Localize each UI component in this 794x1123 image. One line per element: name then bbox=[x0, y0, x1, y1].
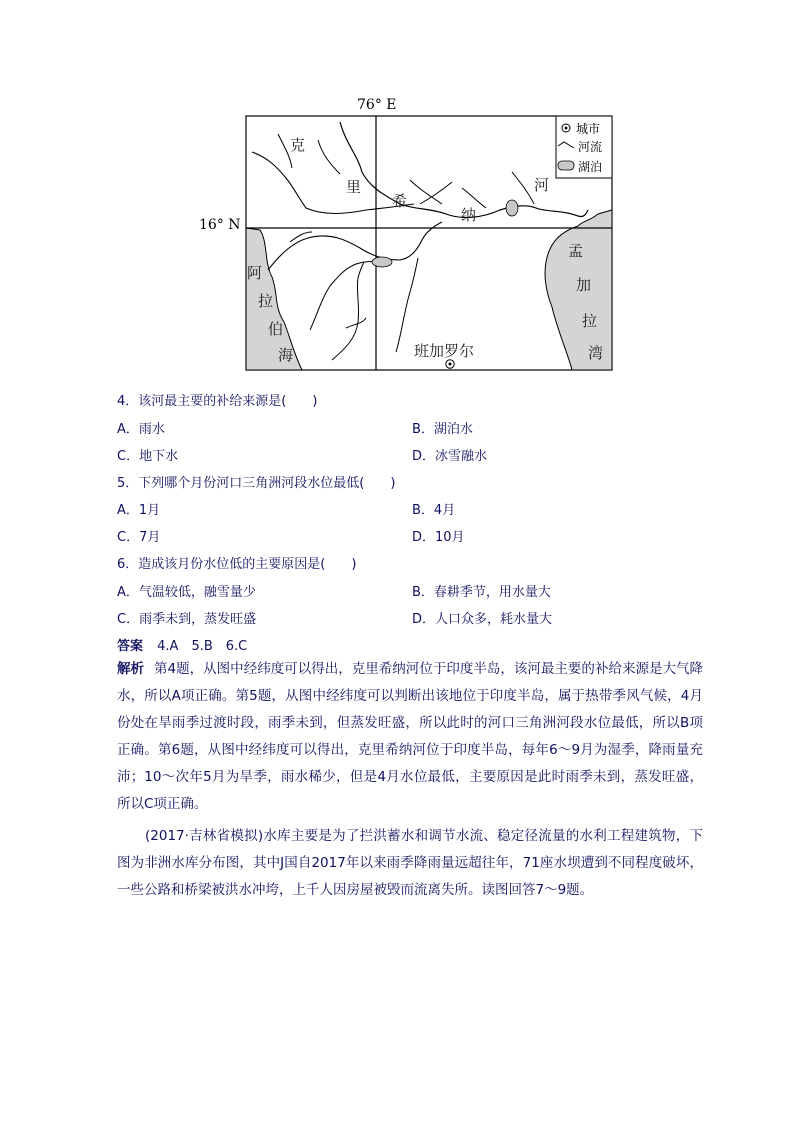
next-section-intro: (2017·吉林省模拟)水库主要是为了拦洪蓄水和调节水流、稳定径流量的水利工程建筑物，下图为非洲水库分布图，其中J国自2017年以来雨季降雨量远超往年，71座水坝遭到不同程度破坏，一些公路和桥梁被洪水冲垮，上千人因房屋被毁而流离失所。读图回答7～9题。 bbox=[117, 828, 703, 898]
lake-2 bbox=[372, 257, 392, 267]
question-4-option-d: D．冰雪融水 bbox=[412, 449, 488, 464]
arabian-sea-char-3: 伯 bbox=[268, 320, 284, 338]
map-svg bbox=[190, 92, 620, 377]
south-tributary-2 bbox=[310, 262, 386, 331]
north-tributary-3 bbox=[318, 140, 340, 174]
south-tributary-1 bbox=[268, 222, 442, 270]
question-6-option-d: D．人口众多，耗水量大 bbox=[412, 612, 553, 627]
lake-1 bbox=[506, 200, 518, 216]
analysis-paragraph bbox=[117, 656, 703, 818]
north-tributary-7 bbox=[420, 182, 452, 204]
arabian-sea-char-1: 阿 bbox=[247, 264, 263, 282]
question-5-option-d: D．10月 bbox=[412, 530, 465, 545]
legend-lake-label: 湖泊 bbox=[578, 160, 603, 174]
answer-text: 4.A 5.B 6.C bbox=[157, 639, 248, 654]
river-char-3: 希 bbox=[392, 192, 408, 210]
arabian-sea-char-2: 拉 bbox=[258, 292, 274, 310]
river-char-4: 纳 bbox=[461, 206, 477, 224]
answer-label: 答案 bbox=[117, 639, 144, 654]
analysis-text: 第4题，从图中经纬度可以得出，克里希纳河位于印度半岛，该河最主要的补给来源是大气降水，所以A项正确。第5题，从图中经纬度可以判断出该地位于印度半岛，属于热带季风气候，4月份处在旱雨季过渡时段，雨季未到，但蒸发旺盛，所以此时的河口三角洲河段水位最低，所以B项正确。第6题，从图中经纬度可以得出，克里希纳河位于印度半岛，每年6～9月为湿季，降雨量充沛；10～次年5月为旱季，雨水稀少，但是4月水位最低，主要原因是此时雨季未到，蒸发旺盛，所以C项正确。 bbox=[117, 661, 704, 812]
question-4-option-c: C．地下水 bbox=[117, 449, 179, 464]
river-char-2: 里 bbox=[346, 178, 362, 196]
north-tributary-6 bbox=[512, 172, 534, 204]
latitude-label: 16° N bbox=[199, 217, 241, 233]
city-label: 班加罗尔 bbox=[414, 342, 475, 360]
arabian-sea-char-4: 海 bbox=[278, 346, 294, 364]
question-6-stem: 6．造成该月份水位低的主要原因是( ) bbox=[117, 557, 357, 572]
question-6-option-a: A．气温较低，融雪量少 bbox=[117, 585, 256, 600]
question-5-option-b: B．4月 bbox=[412, 503, 456, 518]
north-tributary-1 bbox=[252, 152, 414, 214]
question-4-stem: 4．该河最主要的补给来源是( ) bbox=[117, 394, 318, 409]
question-5-option-a: A．1月 bbox=[117, 503, 161, 518]
south-tributary-4 bbox=[396, 258, 418, 352]
south-tributary-5 bbox=[346, 318, 366, 328]
answer-line bbox=[117, 635, 247, 654]
question-5-stem: 5．下列哪个月份河口三角洲河段水位最低( ) bbox=[117, 476, 396, 491]
bay-bengal-char-1: 孟 bbox=[568, 242, 584, 260]
question-6-option-b: B．春耕季节，用水量大 bbox=[412, 585, 551, 600]
bay-bengal-char-3: 拉 bbox=[582, 312, 598, 330]
longitude-label: 76° E bbox=[357, 97, 397, 113]
bay-bengal-char-4: 湾 bbox=[588, 344, 604, 362]
arabian-sea bbox=[246, 228, 302, 370]
legend-lake-icon bbox=[558, 161, 574, 170]
river-char-1: 克 bbox=[290, 136, 306, 154]
map-figure bbox=[190, 92, 620, 377]
river-char-5: 河 bbox=[534, 176, 550, 194]
analysis-label: 解析 bbox=[117, 661, 145, 677]
question-6-option-c: C．雨季未到，蒸发旺盛 bbox=[117, 612, 257, 627]
question-4-option-b: B．湖泊水 bbox=[412, 422, 473, 437]
question-5-option-c: C．7月 bbox=[117, 530, 161, 545]
bay-bengal-char-2: 加 bbox=[576, 276, 592, 294]
question-4-option-a: A．雨水 bbox=[117, 422, 165, 437]
legend-river-label: 河流 bbox=[578, 140, 603, 154]
south-tributary-3 bbox=[332, 262, 364, 360]
legend-city-label: 城市 bbox=[576, 122, 601, 136]
